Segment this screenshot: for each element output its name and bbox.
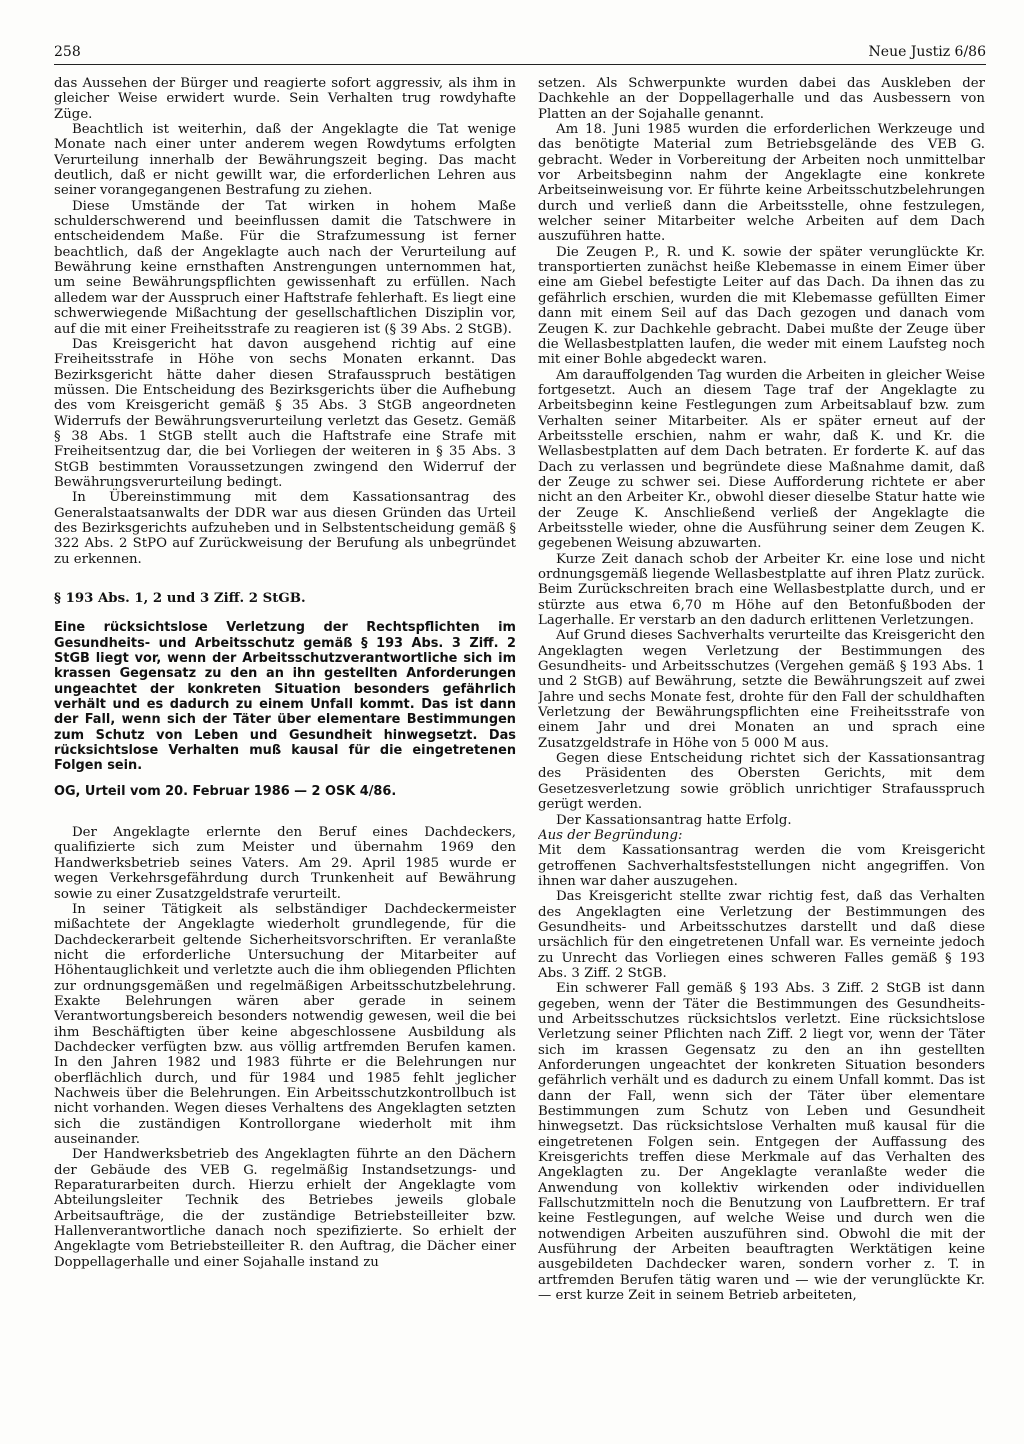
page-number: 258 <box>54 44 81 60</box>
paragraph: Das Kreisgericht hat davon ausgehend richtig auf eine Freiheitsstrafe in Höhe von sechs Monaten erkannt. Das Bezirksgericht hätte daher diesen Strafausspruch bestätigen müssen. Die Entscheidung des Bezirksgerichts über die Aufhebung des vom Kreisgericht gemäß § 35 Abs. 3 StGB angeordneten Widerrufs der Bewährungsverurteilung verletzt das Gesetz. Gemäß § 38 Abs. 1 StGB stellt auch die Haftstrafe eine Strafe mit Freiheitsentzug dar, die bei Vorliegen der weiteren in § 35 Abs. 3 StGB bestimmten Voraussetzungen zwingend den Widerruf der Bewährungsverurteilung bedingt. <box>54 336 516 490</box>
paragraph: Der Kassationsantrag hatte Erfolg. <box>556 812 792 828</box>
left-column <box>54 76 516 1376</box>
paragraph: Am darauffolgenden Tag wurden die Arbeiten in gleicher Weise fortgesetzt. Auch an diesem Tage traf der Angeklagte zu Arbeitsbeginn keine Festlegungen zum Arbeitsablauf bzw. zum Verhalten seiner Mitarbeiter. Als er später erneut auf der Arbeitsstelle erschien, nahm er wahr, daß K. und Kr. die Wellasbestplatten auf dem Dach betraten. Er forderte K. auf das Dach zu verlassen und begründete diese Maßnahme damit, daß der Zeuge zu schwer sei. Diese Aufforderung richtete er aber nicht an den Arbeiter Kr., obwohl dieser dieselbe Statur hatte wie der Zeuge K. Anschließend verließ der Angeklagte die Arbeitsstelle wieder, ohne die Ausführung seiner dem Zeugen K. gegebenen Weisung abzuwarten. <box>538 367 985 552</box>
running-header <box>54 42 986 65</box>
paragraph: Die Zeugen P., R. und K. sowie der später verunglückte Kr. transportierten zunächst heiße Klebemasse in einem Eimer über eine am Giebel befestigte Leiter auf das Dach. Da ihnen das zu gefährlich erschien, wurden die mit Klebemasse gefüllten Eimer dann mit einem Seil auf das Dach gezogen und danach vom Zeugen K. zur Dachkehle gebracht. Dabei mußte der Zeuge über die Wellasbestplatten laufen, die weder mit einem Laufsteg noch mit einer Bohle abgedeckt waren. <box>538 244 985 368</box>
paragraph: Kurze Zeit danach schob der Arbeiter Kr. eine lose und nicht ordnungsgemäß liegende Wellasbestplatte auf ihren Platz zurück. Beim Zurückschreiten brach eine Wellasbestplatte durch, und er stürzte aus etwa 6,70 m Höhe auf den Betonfußboden der Lagerhalle. Er verstarb an den dadurch erlittenen Verletzungen. <box>538 551 985 629</box>
journal-title: Neue Justiz 6/86 <box>868 44 986 60</box>
paragraph: Das Kreisgericht stellte zwar richtig fest, daß das Verhalten des Angeklagten eine Verletzung der Bestimmungen des Gesundheits- und Arbeitsschutzes darstellt und daß diese ursächlich für den eingetretenen Unfall war. Es verneinte jedoch zu Unrecht das Vorliegen eines schweren Falles gemäß § 193 Abs. 3 Ziff. 2 StGB. <box>538 889 985 981</box>
paragraph: Mit dem Kassationsantrag werden die vom Kreisgericht getroffenen Sachverhaltsfeststellungen nicht angegriffen. Von ihnen war daher auszugehen. <box>538 843 985 889</box>
headnote: Eine rücksichtslose Verletzung der Rechtspflichten im Gesundheits- und Arbeitsschutz gemäß § 193 Abs. 3 Ziff. 2 StGB liegt vor, wenn der Arbeitsschutzverantwortliche sich im krassen Gegensatz zu den an ihn gestellten Anforderungen ungeachtet der konkreten Situation besonders gefährlich verhält und es dadurch zu einem Unfall kommt. Das ist dann der Fall, wenn sich der Täter über elementare Bestimmungen zum Schutz von Leben und Gesundheit hinwegsetzt. Das rücksichtslose Verhalten muß kausal für die eingetretenen Folgen sein. <box>54 620 516 774</box>
paragraph: das Aussehen der Bürger und reagierte sofort aggressiv, als ihm in gleicher Weise erwidert wurde. Sein Verhalten trug rowdyhafte Züge. <box>54 76 516 122</box>
paragraph: In seiner Tätigkeit als selbständiger Dachdeckermeister mißachtete der Angeklagte wiederholt grundlegende, für die Dachdeckerarbeit geltende Sicherheitsvorschriften. Er veranlaßte nicht die erforderliche Untersuchung der Mitarbeiter auf Höhentauglichkeit und verletzte auch die ihm obliegenden Pflichten zur ordnungsgemäßen und regelmäßigen Arbeitsschutzbelehrung. Exakte Belehrungen wären aber gerade in seinem Verantwortungsbereich besonders notwendig gewesen, weil die bei ihm Beschäftigten über keine abgeschlossene Ausbildung als Dachdecker verfügten bzw. aus völlig artfremden Berufen kamen. In den Jahren 1982 und 1983 führte er die Belehrungen nur oberflächlich durch, und für 1984 und 1985 fehlt jeglicher Nachweis über die Belehrungen. Ein Arbeitsschutzkontrollbuch ist nicht vorhanden. Wegen dieses Verhaltens des Angeklagten setzten sich die zuständigen Kontrollorgane wiederholt mit ihm auseinander. <box>54 901 516 1147</box>
paragraph: In Übereinstimmung mit dem Kassationsantrag des Generalstaatsanwalts der DDR war aus diesen Gründen das Urteil des Bezirksgerichts aufzuheben und in Selbstentscheidung gemäß § 322 Abs. 2 StPO auf Zurückweisung der Berufung als unbegründet zu erkennen. <box>54 490 516 567</box>
paragraph: Der Angeklagte erlernte den Beruf eines Dachdeckers, qualifizierte sich zum Meister und übernahm 1969 den Handwerksbetrieb seines Vaters. Am 29. April 1985 wurde er wegen Verkehrsgefährdung durch Trunkenheit auf Bewährung sowie zu einer Zusatzgeldstrafe verurteilt. <box>54 825 516 902</box>
paragraph: Am 18. Juni 1985 wurden die erforderlichen Werkzeuge und das benötigte Material zum Betriebsgelände des VEB G. gebracht. Weder in Vorbereitung der Arbeiten noch unmittelbar vor Arbeitsbeginn nahm der Angeklagte eine konkrete Arbeitseinweisung vor. Er führte keine Arbeitsschutzbelehrungen durch und verließ dann die Arbeitsstelle, ohne festzulegen, welcher seiner Mitarbeiter welche Arbeiten auf dem Dach auszuführen hatte. <box>538 122 985 245</box>
case-citation: OG, Urteil vom 20. Februar 1986 — 2 OSK 4/86. <box>54 783 397 799</box>
reasons-heading: Aus der Begründung: <box>538 827 683 843</box>
paragraph: setzen. Als Schwerpunkte wurden dabei das Auskleben der Dachkehle an der Doppellagerhalle und das Ausbessern von Platten an der Sojahalle genannt. <box>538 76 985 122</box>
paragraph: Ein schwerer Fall gemäß § 193 Abs. 3 Ziff. 2 StGB ist dann gegeben, wenn der Täter die Bestimmungen des Gesundheits- und Arbeitsschutzes rücksichtslos verletzt. Eine rücksichtslose Verletzung seiner Pflichten nach Ziff. 2 liegt vor, wenn der Täter sich im krassen Gegensatz zu den an ihn gestellten Anforderungen ungeachtet der konkreten Situation besonders gefährlich verhält und es dadurch zu einem Unfall kommt. Das ist dann der Fall, wenn sich der Täter über elementare Bestimmungen zum Schutz von Leben und Gesundheit hinwegsetzt. Das rücksichtslose Verhalten muß kausal für die eingetretenen Folgen sein. Entgegen der Auffassung des Kreisgerichts treffen diese Merkmale auf das Verhalten des Angeklagten zu. Der Angeklagte veranlaßte weder die Anwendung von kollektiv wirkenden oder individuellen Fallschutzmitteln noch die Benutzung von Laufbrettern. Er traf keine Festlegungen, auf welche Weise und durch wen die notwendigen Arbeiten auszuführen sind. Obwohl die mit der Ausführung der Arbeiten beauftragten Werktätigen keine ausgebildeten Dachdecker waren, sondern vorher z. T. in artfremden Berufen tätig waren und — wie der verunglückte Kr. — erst kurze Zeit in seinem Betrieb arbeiteten, <box>538 981 985 1304</box>
paragraph: Beachtlich ist weiterhin, daß der Angeklagte die Tat wenige Monate nach einer unter anderem wegen Rowdytums erfolgten Verurteilung innerhalb der Bewährungszeit beging. Das macht deutlich, daß er nicht gewillt war, die erforderlichen Lehren aus seiner vorangegangenen Bestrafung zu ziehen. <box>54 122 516 199</box>
right-column <box>538 76 985 1396</box>
paragraph: Der Handwerksbetrieb des Angeklagten führte an den Dächern der Gebäude des VEB G. regelmäßig Instandsetzungs- und Reparaturarbeiten durch. Hierzu erhielt der Angeklagte vom Abteilungsleiter Technik des Betriebes jeweils globale Arbeitsaufträge, die der zuständige Betriebsteilleiter bzw. Hallenverantwortliche danach noch spezifizierte. So erhielt der Angeklagte vom Betriebsteilleiter R. den Auftrag, die Dächer einer Doppellagerhalle und einer Sojahalle instand zu <box>54 1147 516 1270</box>
paragraph: Auf Grund dieses Sachverhalts verurteilte das Kreisgericht den Angeklagten wegen Verletzung der Bestimmungen des Gesundheits- und Arbeitsschutzes (Vergehen gemäß § 193 Abs. 1 und 2 StGB) auf Bewährung, setzte die Bewährungszeit auf zwei Jahre und sechs Monate fest, drohte für den Fall der schuldhaften Verletzung der Bewährungspflichten eine Freiheitsstrafe von einem Jahr und drei Monaten an und sprach eine Zusatzgeldstrafe in Höhe von 5 000 M aus. <box>538 628 985 751</box>
paragraph: Diese Umstände der Tat wirken in hohem Maße schulderschwerend und beeinflussen damit die Tatschwere in entscheidendem Maße. Für die Strafzumessung ist ferner beachtlich, daß der Angeklagte auch nach der Verurteilung auf Bewährung keine ernsthaften Anstrengungen unternommen hat, um seine Bewährungspflichten gewissenhaft zu erfüllen. Nach alledem war der Ausspruch einer Haftstrafe fehlerhaft. Es liegt eine schwerwiegende Mißachtung der gesellschaftlichen Disziplin vor, auf die mit einer Freiheitsstrafe zu reagieren ist (§ 39 Abs. 2 StGB). <box>54 198 516 337</box>
paragraph: Gegen diese Entscheidung richtet sich der Kassationsantrag des Präsidenten des Obersten Gerichts, mit dem Gesetzesverletzung sowie gröblich unrichtiger Strafausspruch gerügt werden. <box>538 751 985 813</box>
section-heading: § 193 Abs. 1, 2 und 3 Ziff. 2 StGB. <box>54 591 306 606</box>
